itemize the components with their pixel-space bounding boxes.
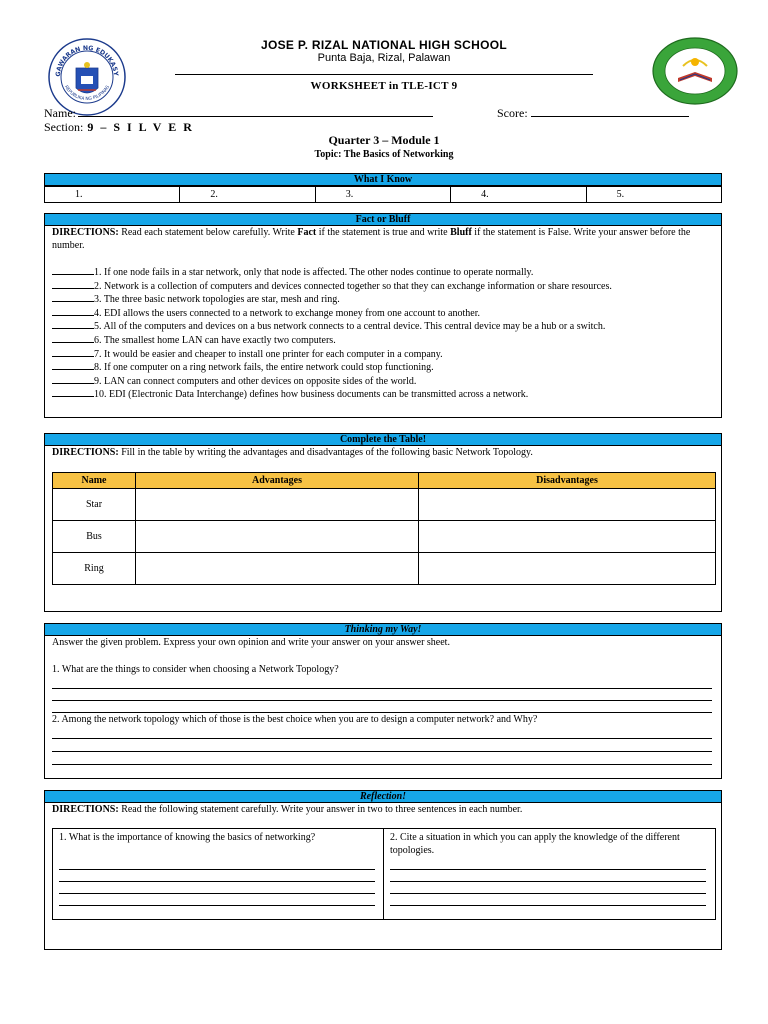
answer-blank[interactable]: [52, 293, 94, 302]
fact-or-bluff-directions: DIRECTIONS: Read each statement below carefully. Write Fact if the statement is true and write Bluff if the statement is False. Write your answer before the number.: [52, 227, 691, 251]
thinking-question-1: 1. What are the things to consider when choosing a Network Topology?: [52, 664, 339, 675]
answer-blank[interactable]: [52, 307, 94, 316]
section-value: 9 – S I L V E R: [87, 120, 194, 134]
thinking-question-2: 2. Among the network topology which of those is the best choice when you are to design a computer network? and Why?: [52, 714, 538, 725]
topic-title: Topic: The Basics of Networking: [314, 149, 454, 160]
topology-table: [52, 472, 716, 585]
col-disadvantages: Disadvantages: [419, 473, 716, 489]
list-item: 8. If one computer on a ring network fails, the entire network could stop functioning.: [52, 361, 716, 375]
answer-cell-5[interactable]: 5.: [586, 187, 721, 203]
reflection-col-2: [384, 829, 715, 919]
svg-text:KAGAWARAN NG EDUKASYON: GAWARAN NG EDUKASY: [54, 44, 120, 77]
list-item: 7. It would be easier and cheaper to install one printer for each computer in a company.: [52, 348, 716, 362]
fact-or-bluff-header: Fact or Bluff: [44, 213, 722, 226]
answer-line[interactable]: [52, 700, 712, 701]
answer-line[interactable]: [390, 905, 706, 906]
disadvantages-cell[interactable]: [419, 553, 716, 585]
answer-line[interactable]: [390, 881, 706, 882]
answer-blank[interactable]: [52, 375, 94, 384]
advantages-cell[interactable]: [136, 521, 419, 553]
table-row: [53, 553, 716, 585]
bluff-keyword: Bluff: [450, 227, 472, 238]
col-advantages: Advantages: [136, 473, 419, 489]
table-row: [53, 489, 716, 521]
answer-blank[interactable]: [52, 388, 94, 397]
advantages-cell[interactable]: [136, 553, 419, 585]
answer-line[interactable]: [390, 869, 706, 870]
school-address: Punta Baja, Rizal, Palawan: [317, 52, 451, 64]
thinking-header: Thinking my Way!: [44, 623, 722, 636]
name-label: Name:: [44, 106, 76, 120]
row-name: Ring: [53, 553, 136, 585]
answer-line[interactable]: [59, 905, 375, 906]
list-item: 1. If one node fails in a star network, only that node is affected. The other nodes continue to operate normally.: [52, 266, 716, 280]
answer-line[interactable]: [52, 688, 712, 689]
list-item: 6. The smallest home LAN can have exactly two computers.: [52, 334, 716, 348]
section-label: Section:: [44, 120, 84, 134]
quarter-title: Quarter 3 – Module 1: [328, 133, 440, 147]
answer-blank[interactable]: [52, 280, 94, 289]
col-name: Name: [53, 473, 136, 489]
list-item: 5. All of the computers and devices on a bus network connects to a central device. This central device may be a hub or a switch.: [52, 320, 716, 334]
answer-line[interactable]: [390, 893, 706, 894]
list-item: 9. LAN can connect computers and other devices on opposite sides of the world.: [52, 375, 716, 389]
list-item: 2. Network is a collection of computers and devices connected together so that they can exchange information or share resources.: [52, 280, 716, 294]
answer-blank[interactable]: [52, 361, 94, 370]
reflection-directions: DIRECTIONS: Read the following statement carefully. Write your answer in two to three sentences in each number.: [52, 804, 523, 815]
complete-table-header: Complete the Table!: [44, 433, 722, 446]
answer-line[interactable]: [52, 764, 712, 765]
score-field[interactable]: [531, 107, 689, 117]
answer-line[interactable]: [59, 869, 375, 870]
fact-keyword: Fact: [297, 227, 317, 238]
answer-cell-3[interactable]: 3.: [315, 187, 450, 203]
worksheet-title: WORKSHEET in TLE-ICT 9: [310, 80, 458, 92]
reflection-question-2: 2. Cite a situation in which you can apply the knowledge of the different topologies.: [390, 832, 680, 856]
disadvantages-cell[interactable]: [419, 521, 716, 553]
disadvantages-cell[interactable]: [419, 489, 716, 521]
table-row: [53, 521, 716, 553]
row-name: Bus: [53, 521, 136, 553]
complete-table-directions: DIRECTIONS: Fill in the table by writing the advantages and disadvantages of the following basic Network Topology.: [52, 447, 533, 458]
reflection-header: Reflection!: [44, 790, 722, 803]
what-i-know-header: What I Know: [44, 173, 722, 186]
score-label: Score:: [497, 106, 528, 120]
list-item: 10. EDI (Electronic Data Interchange) defines how business documents can be transmitted across a network.: [52, 388, 716, 402]
header-divider: [175, 74, 593, 75]
answer-blank[interactable]: [52, 266, 94, 275]
directions-label: DIRECTIONS:: [52, 227, 119, 238]
reflection-question-1: 1. What is the importance of knowing the basics of networking?: [59, 832, 316, 843]
answer-cell-4[interactable]: 4.: [451, 187, 586, 203]
answer-line[interactable]: [59, 881, 375, 882]
answer-line[interactable]: [52, 712, 712, 713]
svg-text:REPUBLIKA NG PILIPINAS: REPUBLIKA NG PILIPINAS: [62, 84, 112, 103]
fact-or-bluff-list: [52, 266, 716, 402]
answer-line[interactable]: [59, 893, 375, 894]
row-name: Star: [53, 489, 136, 521]
answer-line[interactable]: [52, 738, 712, 739]
list-item: 4. EDI allows the users connected to a network to exchange money from one account to another.: [52, 307, 716, 321]
name-field[interactable]: [78, 107, 433, 117]
answer-blank[interactable]: [52, 320, 94, 329]
answer-line[interactable]: [52, 751, 712, 752]
school-name: JOSE P. RIZAL NATIONAL HIGH SCHOOL: [260, 38, 507, 52]
answer-blank[interactable]: [52, 334, 94, 343]
answer-blank[interactable]: [52, 348, 94, 357]
score-row: [497, 106, 689, 121]
list-item: 3. The three basic network topologies are star, mesh and ring.: [52, 293, 716, 307]
reflection-table: [52, 828, 716, 920]
what-i-know-table: [44, 186, 722, 203]
thinking-intro: Answer the given problem. Express your own opinion and write your answer on your answer sheet.: [52, 637, 450, 648]
advantages-cell[interactable]: [136, 489, 419, 521]
answer-cell-1[interactable]: 1.: [45, 187, 180, 203]
answer-cell-2[interactable]: 2.: [180, 187, 315, 203]
name-row: [44, 106, 433, 121]
reflection-col-1: [53, 829, 384, 919]
